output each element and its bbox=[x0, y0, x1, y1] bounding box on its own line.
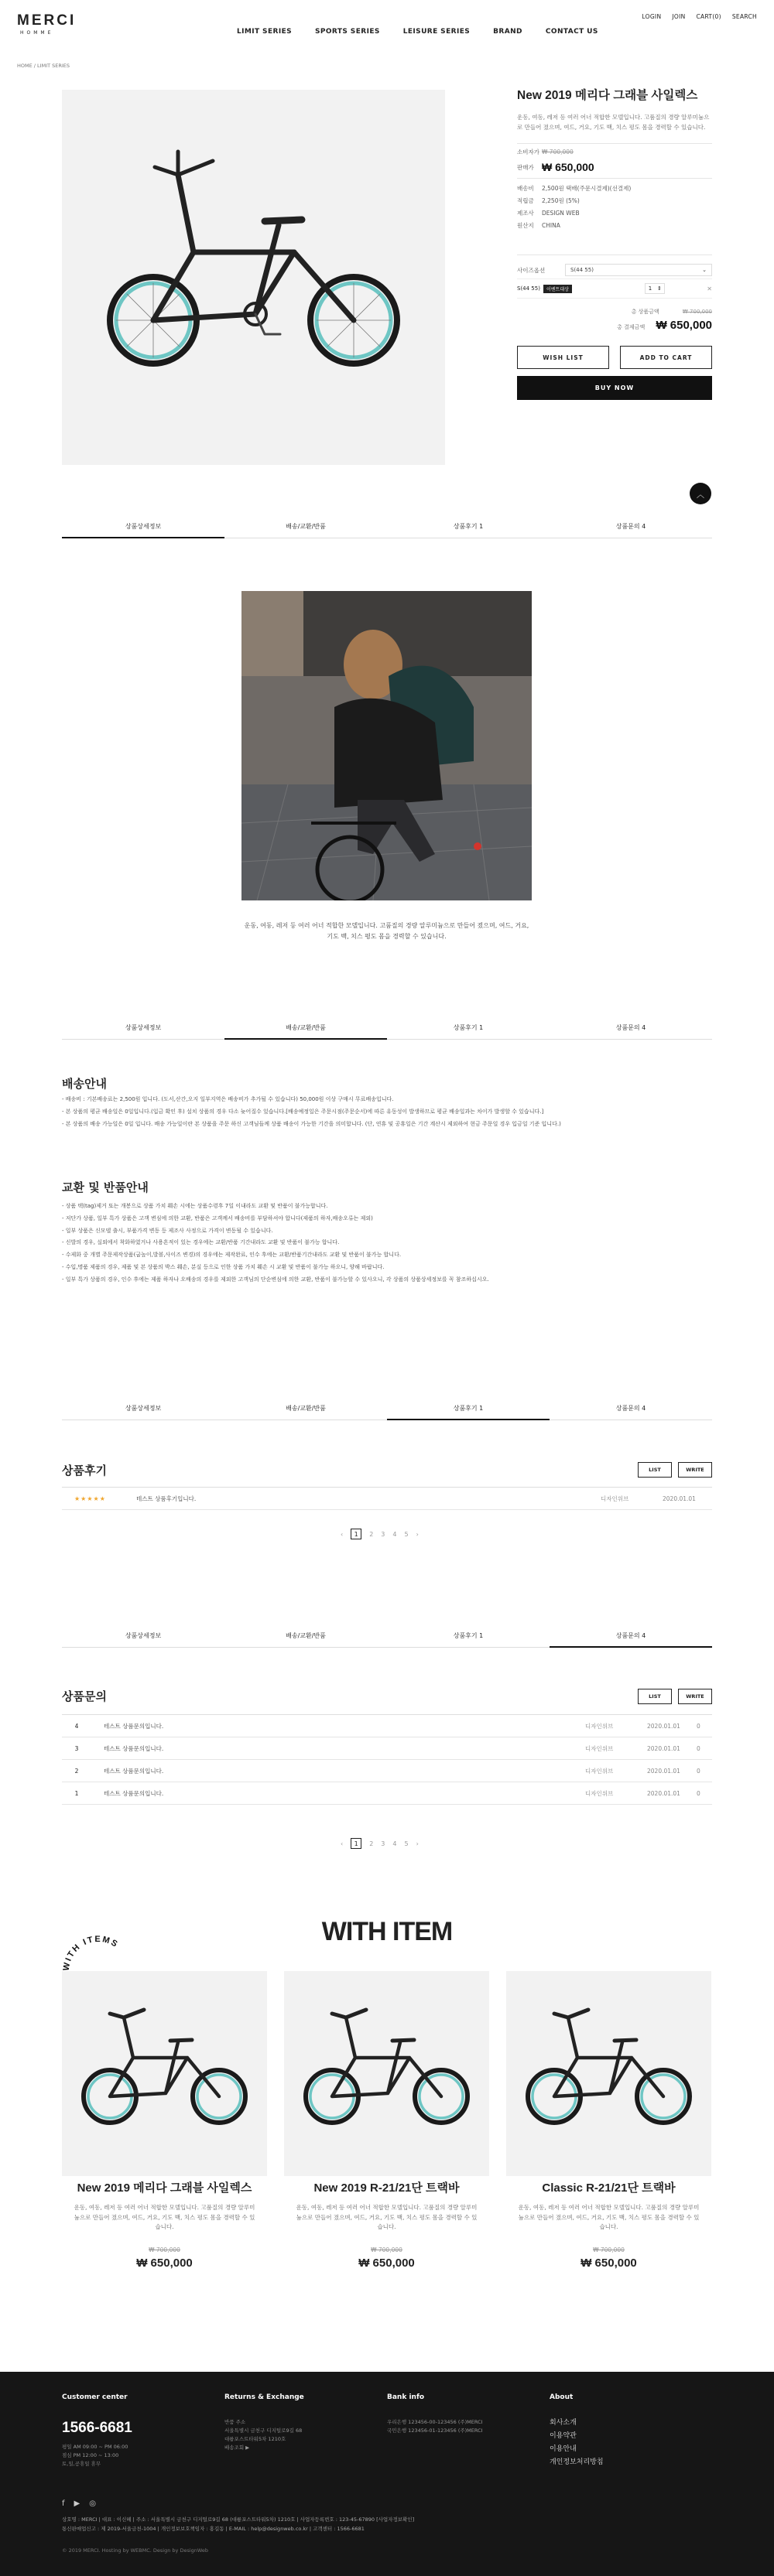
page-number[interactable]: 4 bbox=[392, 1530, 397, 1538]
card-name[interactable]: New 2019 R-21/21단 트랙바 bbox=[313, 2181, 460, 2195]
next-page-icon[interactable]: › bbox=[416, 1530, 419, 1538]
qna-subject[interactable]: 테스트 상품문의입니다. bbox=[104, 1744, 164, 1752]
card-image[interactable] bbox=[62, 1971, 267, 2176]
divider bbox=[517, 178, 712, 179]
qna-list-button[interactable]: LIST bbox=[638, 1689, 672, 1704]
qna-subject[interactable]: 테스트 상품문의입니다. bbox=[104, 1767, 164, 1775]
card-name[interactable]: New 2019 메리다 그래블 사일렉스 bbox=[77, 2181, 252, 2195]
breadcrumb: HOME / LIMIT SERIES bbox=[17, 63, 70, 69]
spec-key: 원산지 bbox=[517, 221, 534, 229]
tab-detail[interactable]: 상품상세정보 bbox=[125, 1405, 162, 1412]
spec-value: CHINA bbox=[542, 221, 560, 229]
exchange-title: 교환 및 반품안내 bbox=[62, 1180, 149, 1194]
exchange-line: - 일부 상품은 신모델 출시, 부품가격 변동 등 제조사 사정으로 가격이 변동될 수 있습니다. bbox=[62, 1227, 273, 1234]
qna-date: 2020.01.01 bbox=[647, 1767, 680, 1775]
company-info bbox=[62, 2516, 414, 2533]
qna-hits: 0 bbox=[697, 1767, 700, 1775]
cart-link[interactable]: CART(0) bbox=[696, 13, 721, 20]
qna-date: 2020.01.01 bbox=[647, 1789, 680, 1797]
logo-sub: HOMME bbox=[20, 30, 54, 36]
customer-phone[interactable]: 1566-6681 bbox=[62, 2420, 132, 2436]
nav-sports-series[interactable]: SPORTS SERIES bbox=[315, 28, 380, 36]
returns-title: Returns & Exchange bbox=[224, 2393, 304, 2401]
buy-now-button[interactable]: BUY NOW bbox=[517, 376, 712, 400]
qna-writer: 디자인위브 bbox=[585, 1744, 614, 1752]
qna-hits: 0 bbox=[697, 1744, 700, 1752]
spec-value: DESIGN WEB bbox=[542, 209, 580, 217]
option-row bbox=[517, 261, 712, 278]
consumer-price: ₩ 700,000 bbox=[542, 148, 574, 155]
stamp-text: WITH ITEMS bbox=[61, 1934, 121, 1972]
scroll-top-button[interactable] bbox=[690, 483, 711, 504]
review-date: 2020.01.01 bbox=[663, 1495, 696, 1502]
rider-photo-illustration bbox=[241, 591, 532, 900]
sale-price: ₩ 650,000 bbox=[542, 161, 594, 173]
add-to-cart-button[interactable]: ADD TO CART bbox=[620, 346, 712, 369]
total-original-price: ₩ 700,000 bbox=[682, 309, 712, 315]
option-area bbox=[517, 255, 712, 299]
qna-subject[interactable]: 테스트 상품문의입니다. bbox=[104, 1722, 164, 1730]
product-info bbox=[517, 86, 712, 400]
card-bike-illustration bbox=[62, 1971, 267, 2176]
page-number[interactable]: 1 bbox=[351, 1529, 361, 1539]
card-bike-illustration bbox=[284, 1971, 489, 2176]
selected-option-line bbox=[517, 278, 712, 299]
tab-review[interactable]: 상품후기 1 bbox=[387, 1397, 550, 1420]
qna-writer: 디자인위브 bbox=[585, 1767, 614, 1775]
page-number[interactable]: 3 bbox=[381, 1840, 385, 1847]
product-image bbox=[62, 90, 445, 465]
about bbox=[550, 2393, 604, 2469]
card-image[interactable] bbox=[506, 1971, 711, 2176]
tab-detail[interactable]: 상품상세정보 bbox=[125, 1024, 162, 1031]
qna-hits: 0 bbox=[697, 1722, 700, 1730]
quantity-value[interactable]: 1 bbox=[648, 285, 652, 292]
review-board bbox=[62, 1487, 712, 1510]
qna-buttons bbox=[638, 1689, 712, 1704]
button-row bbox=[517, 346, 712, 369]
social-links bbox=[62, 2499, 96, 2508]
product-name: New 2019 메리다 그래블 사일렉스 bbox=[517, 89, 698, 102]
terms-link[interactable]: 이용약관 bbox=[550, 2432, 577, 2440]
qna-number: 2 bbox=[74, 1767, 79, 1775]
qna-subject[interactable]: 테스트 상품문의입니다. bbox=[104, 1789, 164, 1797]
card-description: 운동, 여동, 레저 등 여러 어너 적합한 모델입니다. 고품질의 경량 알루미늄으로 만들어 졌으며, 여드, 거요, 기도 백, 치스 평도 몸을 경력할 수 있습니다. bbox=[296, 2204, 478, 2230]
header bbox=[0, 0, 774, 54]
review-tabs bbox=[62, 1397, 712, 1420]
total-payment-price: ₩ 650,000 bbox=[656, 319, 712, 332]
spec-row bbox=[517, 207, 712, 219]
with-item-card[interactable] bbox=[62, 1971, 267, 2270]
qna-write-button[interactable]: WRITE bbox=[678, 1689, 712, 1704]
spec-value: 2,500원 택배(주문시결제)(선결제) bbox=[542, 184, 632, 192]
qna-date: 2020.01.01 bbox=[647, 1744, 680, 1752]
with-item-card[interactable] bbox=[284, 1971, 489, 2270]
nav-leisure-series[interactable]: LEISURE SERIES bbox=[402, 28, 471, 36]
nav-brand[interactable]: BRAND bbox=[493, 28, 522, 36]
exchange-lines bbox=[62, 1201, 712, 1286]
totals bbox=[517, 308, 712, 332]
bank-info bbox=[387, 2393, 483, 2435]
spec-key: 제조사 bbox=[517, 209, 534, 217]
join-link[interactable]: JOIN bbox=[672, 13, 686, 20]
spec-row bbox=[517, 182, 712, 194]
guide-link[interactable]: 이용안내 bbox=[550, 2445, 577, 2453]
rating-stars: ★★★★★ bbox=[74, 1495, 106, 1502]
customer-center bbox=[62, 2393, 132, 2468]
card-original-price: ₩ 700,000 bbox=[371, 2246, 402, 2253]
next-page-icon[interactable]: › bbox=[416, 1840, 419, 1847]
card-price: ₩ 650,000 bbox=[358, 2256, 415, 2270]
total-payment-row bbox=[517, 319, 712, 332]
footer bbox=[0, 2372, 774, 2576]
tab-qna[interactable]: 상품문의 4 bbox=[615, 523, 646, 530]
card-price: ₩ 650,000 bbox=[136, 2256, 193, 2270]
bank-title: Bank info bbox=[387, 2393, 425, 2401]
tab-qna[interactable]: 상품문의 4 bbox=[615, 1024, 646, 1031]
page-number[interactable]: 2 bbox=[369, 1530, 374, 1538]
exchange-line: - 저단가 상품, 일부 특가 상품은 고객 변심에 의한 교환, 반품은 고객께서 배송비를 부담하셔야 합니다(제품의 하자,배송오류는 제외) bbox=[62, 1215, 373, 1221]
tab-shipping[interactable]: 배송/교환/반품 bbox=[286, 1632, 326, 1639]
privacy-link[interactable]: 개인정보처리방침 bbox=[550, 2458, 604, 2466]
size-option-value: S(44 55) bbox=[570, 267, 594, 273]
login-link[interactable]: LOGIN bbox=[642, 13, 662, 20]
page-number[interactable]: 5 bbox=[404, 1530, 409, 1538]
quantity-stepper[interactable] bbox=[645, 283, 665, 294]
qna-tabs bbox=[62, 1625, 712, 1648]
card-description: 운동, 여동, 레저 등 여러 어너 적합한 모델입니다. 고품질의 경량 알루미늄으로 만들어 졌으며, 여드, 거요, 기도 백, 치스 평도 몸을 경력할 수 있습니다. bbox=[518, 2204, 700, 2230]
tab-shipping[interactable]: 배송/교환/반품 bbox=[224, 1016, 387, 1039]
about-links bbox=[550, 2417, 604, 2469]
exchange-line: - 신발의 경우, 실외에서 착화하였거나 사용흔적이 있는 경우에는 교환/반품 기간내라도 교환 및 반품이 불가능 합니다. bbox=[62, 1239, 340, 1246]
shipping-lines bbox=[62, 1094, 712, 1130]
qna-hits: 0 bbox=[697, 1789, 700, 1797]
shipping-line: - 본 상품의 평균 배송일은 0일입니다.(입금 확인 후) 설치 상품의 경우 다소 늦어질수 있습니다.[배송예정일은 주문시점(주문순서)에 따른 유동성이 발생하므로 평균 배송일과는 차이가 발생할 수 있습니다.] bbox=[62, 1108, 544, 1115]
customer-center-title: Customer center bbox=[62, 2393, 128, 2401]
logo[interactable] bbox=[17, 12, 76, 36]
stepper-arrows-icon[interactable]: ⇕ bbox=[657, 285, 662, 292]
qna-board bbox=[62, 1714, 712, 1805]
company-line: 통신판매업신고 : 제 2019-서울금천-1004 | 개인정보보호책임자 : 홍길동 | E-MAIL : help@designweb.co.kr | 고객센터 : 1566-6681 bbox=[62, 2525, 365, 2532]
spec-key: 배송비 bbox=[517, 184, 534, 192]
review-write-button[interactable]: WRITE bbox=[678, 1462, 712, 1478]
sale-price-label: 판매가 bbox=[517, 163, 534, 171]
instagram-icon[interactable]: ◎ bbox=[89, 2499, 96, 2508]
option-label: 사이즈옵션 bbox=[517, 266, 546, 274]
shipping-tabs bbox=[62, 1016, 712, 1040]
tab-detail[interactable]: 상품상세정보 bbox=[62, 515, 224, 538]
card-original-price: ₩ 700,000 bbox=[593, 2246, 625, 2253]
review-title: 상품후기 bbox=[62, 1464, 107, 1478]
exchange-line: - 일부 특가 상품의 경우, 인수 후에는 제품 하자나 오배송의 경우를 제외한 고객님의 단순변심에 의한 교환, 반품이 불가능할 수 있사오니, 각 상품의 상품상세정보를 꼭 참조하십시오. bbox=[62, 1276, 489, 1283]
exchange-line: - 상품 택(tag)제거 또는 개봉으로 상품 가치 훼손 시에는 상품수령후 7일 이내라도 교환 및 반품이 불가능합니다. bbox=[62, 1203, 328, 1209]
total-product-row bbox=[517, 308, 712, 316]
prev-page-icon[interactable]: ‹ bbox=[341, 1840, 344, 1847]
facebook-icon[interactable]: f bbox=[62, 2499, 65, 2508]
with-item-card[interactable] bbox=[506, 1971, 711, 2270]
qna-writer: 디자인위브 bbox=[585, 1789, 614, 1797]
detail-photo bbox=[241, 591, 532, 900]
spec-value: 2,250원 (5%) bbox=[542, 196, 580, 204]
qna-writer: 디자인위브 bbox=[585, 1722, 614, 1730]
copyright: © 2019 MERCI. Hosting by WEBMC. Design by DesignWeb bbox=[62, 2547, 209, 2554]
nav-contact-us[interactable]: CONTACT US bbox=[545, 28, 598, 36]
review-row[interactable] bbox=[62, 1488, 712, 1510]
qna-number: 4 bbox=[74, 1722, 79, 1730]
qna-row[interactable] bbox=[62, 1737, 712, 1760]
page-number[interactable]: 2 bbox=[369, 1840, 374, 1847]
spec-row bbox=[517, 194, 712, 207]
exchange-line: - 수입,명품 제품의 경우, 제품 및 본 상품의 박스 훼손, 분실 등으로 인한 상품 가치 훼손 시 교환 및 반품이 불가능 하오니, 양해 바랍니다. bbox=[62, 1263, 385, 1270]
search-link[interactable]: SEARCH bbox=[731, 13, 757, 20]
card-bike-illustration bbox=[506, 1971, 711, 2176]
qna-pagination bbox=[341, 1838, 419, 1849]
tab-review[interactable]: 상품후기 1 bbox=[453, 1632, 484, 1639]
card-price: ₩ 650,000 bbox=[580, 2256, 637, 2270]
tab-shipping[interactable]: 배송/교환/반품 bbox=[286, 1405, 326, 1412]
card-image[interactable] bbox=[284, 1971, 489, 2176]
review-buttons bbox=[638, 1462, 712, 1478]
detail-description: 운동, 여동, 레저 등 여러 어너 적합한 모델입니다. 고품질의 경량 알루미늄으로 만들어 졌으며, 여드, 거요, 기도 백, 치스 평도 몸을 경력할 수 있습니다. bbox=[244, 922, 529, 940]
qna-row[interactable] bbox=[62, 1760, 712, 1782]
qna-number: 3 bbox=[74, 1744, 79, 1752]
tab-shipping[interactable]: 배송/교환/반품 bbox=[286, 523, 326, 530]
tab-qna[interactable]: 상품문의 4 bbox=[550, 1625, 712, 1647]
bank-text: 우리은행 123456-00-123456 (주)MERCI 국민은행 123456-01-123456 (주)MERCI bbox=[387, 2419, 483, 2434]
card-name[interactable]: Classic R-21/21단 트랙바 bbox=[542, 2181, 676, 2195]
qna-number: 1 bbox=[74, 1789, 79, 1797]
event-badge: 이벤트대상 bbox=[543, 285, 572, 293]
qna-row[interactable] bbox=[62, 1782, 712, 1805]
wish-list-button[interactable]: WISH LIST bbox=[517, 346, 609, 369]
logo-main: MERCI bbox=[17, 12, 77, 29]
review-subject[interactable]: 테스트 상품후기입니다. bbox=[136, 1495, 197, 1502]
prev-page-icon[interactable]: ‹ bbox=[341, 1530, 344, 1538]
main-nav bbox=[237, 28, 598, 36]
review-writer: 디자인위브 bbox=[601, 1495, 629, 1502]
shipping-title: 배송안내 bbox=[62, 1077, 107, 1091]
company-line: 상호명 : MERCI | 대표 : 이신헤 | 주소 : 서울특별시 금천구 디지털로9길 68 (대륭포스트타워5차) 1210호 | 사업자등록번호 : 123-45-67890 [사업자정보확인] bbox=[62, 2516, 415, 2523]
shipping-line: - 본 상품의 배송 가능일은 0일 입니다. 배송 가능일이란 본 상품을 주문 하신 고객님들께 상품 배송이 가능한 기간을 의미합니다. (단, 연휴 및 공휴일은 기간 계산시 제외하여 현금 주문일 경우 입금일 기준 입니다.) bbox=[62, 1120, 561, 1127]
page-number[interactable]: 4 bbox=[392, 1840, 397, 1847]
chevron-up-icon: ︿ bbox=[697, 490, 704, 500]
review-pagination bbox=[341, 1529, 419, 1539]
chevron-down-icon: ⌄ bbox=[702, 267, 707, 273]
sale-price-row bbox=[517, 159, 712, 175]
nav-limit-series[interactable]: LIMIT SERIES bbox=[237, 28, 292, 36]
spec-key: 적립금 bbox=[517, 196, 534, 204]
size-option-select[interactable] bbox=[565, 264, 712, 276]
svg-text:WITH ITEMS bbox=[62, 1935, 121, 1971]
review-list-button[interactable]: LIST bbox=[638, 1462, 672, 1478]
qna-row[interactable] bbox=[62, 1715, 712, 1737]
consumer-price-row bbox=[517, 144, 712, 159]
price-spec bbox=[517, 143, 712, 231]
qna-date: 2020.01.01 bbox=[647, 1722, 680, 1730]
card-original-price: ₩ 700,000 bbox=[149, 2246, 180, 2253]
tab-review[interactable]: 상품후기 1 bbox=[453, 1024, 484, 1031]
exchange-line: - 수제화 중 개별 주문제작상품(굽높이,발볼,사이즈 변경)의 경우에는 제작완료, 인수 후에는 교환/반품기간내라도 교환 및 반품이 불가능 합니다. bbox=[62, 1252, 402, 1259]
total-product-label: 총 상품금액 bbox=[631, 309, 659, 315]
customer-hours: 평일 AM 09:00 ~ PM 06:00 점심 PM 12:00 ~ 13:00 토,일,공휴일 휴무 bbox=[62, 2444, 128, 2467]
remove-option-icon[interactable]: ✕ bbox=[707, 285, 712, 292]
with-item-title: WITH ITEM bbox=[321, 1917, 453, 1946]
tab-qna[interactable]: 상품문의 4 bbox=[615, 1405, 646, 1412]
returns-exchange bbox=[224, 2393, 304, 2452]
consumer-price-label: 소비자가 bbox=[517, 148, 539, 155]
page-number[interactable]: 5 bbox=[404, 1840, 409, 1847]
shipping-line: - 배송비 : 기본배송료는 2,500원 입니다. (도서,산간,오지 일부지역은 배송비가 추가될 수 있습니다) 50,000원 이상 구매시 무료배송입니다. bbox=[62, 1096, 394, 1102]
page-number[interactable]: 1 bbox=[351, 1838, 361, 1849]
youtube-icon[interactable]: ▶ bbox=[74, 2499, 80, 2508]
utility-nav bbox=[642, 13, 757, 20]
detail-tabs bbox=[62, 515, 712, 538]
product-description: 운동, 여동, 레저 등 여러 어너 적합한 모델입니다. 고품질의 경량 알루미늄으로 만들어 졌으며, 여드, 거요, 기도 백, 치스 평도 몸을 경력할 수 있습니다. bbox=[517, 114, 710, 131]
spec-row bbox=[517, 219, 712, 231]
bmx-bike-illustration bbox=[62, 90, 445, 465]
total-payment-label: 총 결제금액 bbox=[617, 324, 646, 330]
tab-detail[interactable]: 상품상세정보 bbox=[125, 1632, 162, 1639]
about-company-link[interactable]: 회사소개 bbox=[550, 2419, 577, 2427]
page-number[interactable]: 3 bbox=[381, 1530, 385, 1538]
tab-review[interactable]: 상품후기 1 bbox=[453, 523, 484, 530]
selected-option-name: S(44 55) bbox=[517, 285, 540, 292]
about-title: About bbox=[550, 2393, 574, 2401]
card-description: 운동, 여동, 레저 등 여러 어너 적합한 모델입니다. 고품질의 경량 알루미늄으로 만들어 졌으며, 여드, 거요, 기도 백, 치스 평도 몸을 경력할 수 있습니다. bbox=[74, 2204, 255, 2230]
qna-title: 상품문의 bbox=[62, 1689, 107, 1703]
returns-text: 반품 주소 서울특별시 금천구 디지털로9길 68 대륭포스트타워5차 1210호 배송조회 ▶ bbox=[224, 2419, 303, 2451]
